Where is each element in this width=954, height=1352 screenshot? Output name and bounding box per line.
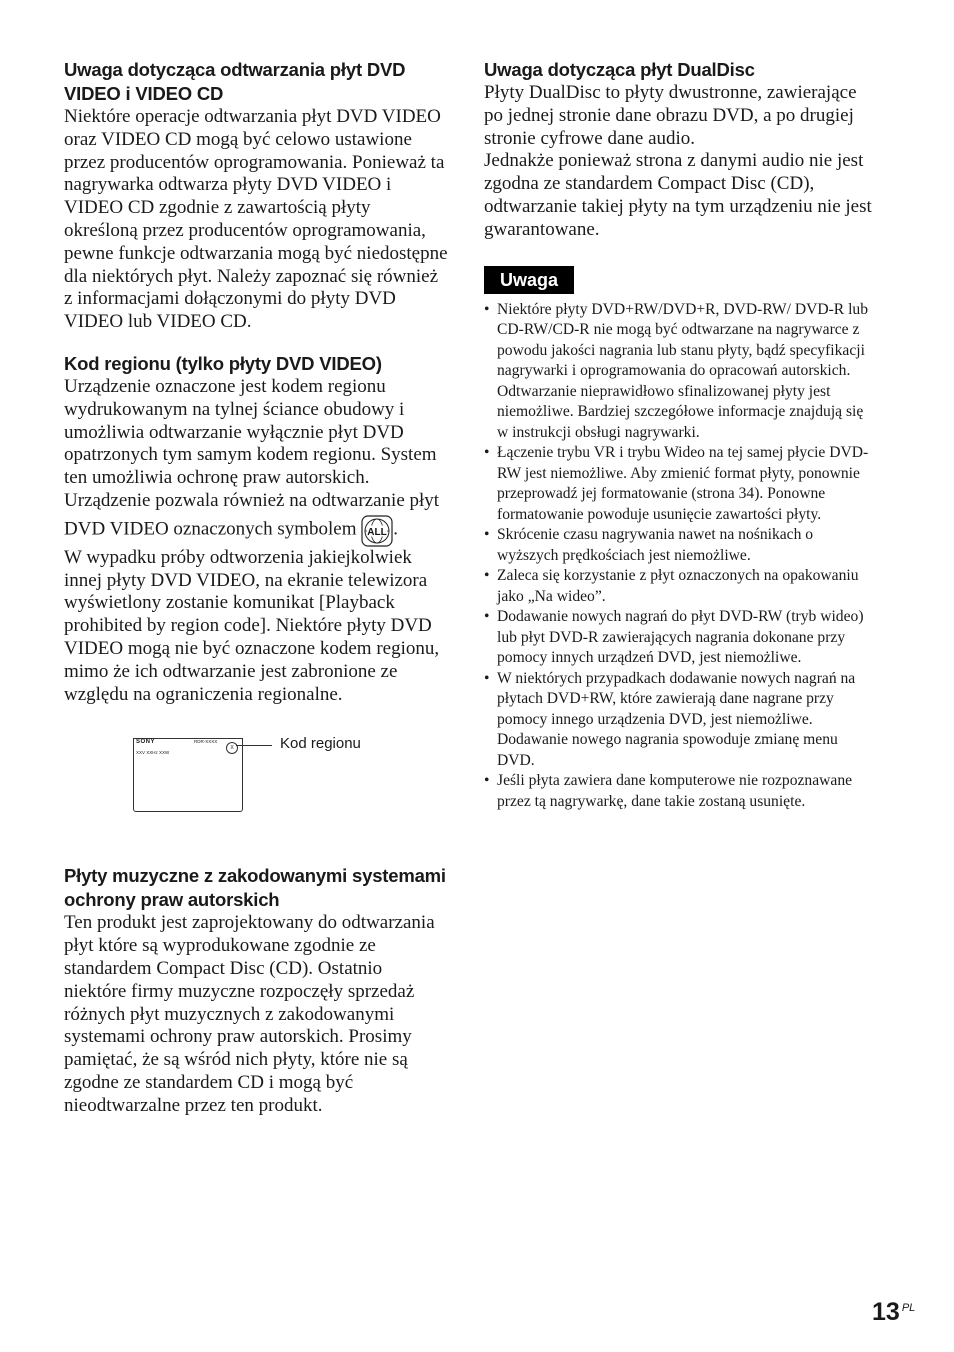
section-dvd-playback [64,58,448,334]
section-heading: Płyty muzyczne z zakodowanymi systemami ochrony praw autorskich [64,865,446,911]
note-item: • Jeśli płyta zawiera dane komputerowe nie rozpoznawane przez tą nagrywarkę, dane takie zostaną usunięte. [484,771,876,812]
section-body: Jednakże ponieważ strona z danymi audio nie jest zgodna ze standardem Compact Disc (CD), odtwarzanie takiej płyty na tym urządzeniu nie jest gwarantowane. [484,150,872,240]
section-body: Płyty DualDisc to płyty dwustronne, zawierające po jednej stronie dane obrazu DVD, a po drugiej stronie cyfrowe dane audio. [484,82,857,149]
section-body-symbol [64,490,448,547]
callout-label: Kod regionu [280,735,361,753]
language-code: PL [901,1302,916,1314]
section-body: Ten produkt jest zaprojektowany do odtwarzania płyt które są wyprodukowane zgodnie ze standardem Compact Disc (CD). Ostatnio niektóre firmy muzyczne rozpoczęły sprzedaż różnych płyt muzycznych z zakodowanymi systemami ochrony praw autorskich. Prosimy pamiętać, że są wśród nich płyty, które nie są zgodne ze standardem CD i mogą być nieodtwarzalne przez ten produkt. [64,912,435,1116]
model-label: RDR-XXXX [194,739,218,745]
note-item: • W niektórych przypadkach dodawanie nowych nagrań na płytach DVD+RW, które zawierają dane nagrane przy pomocy innego urządzenia DVD, jest niemożliwe. Dodawanie nowego nagrania spowoduje zmianę menu DVD. [484,669,876,772]
rear-panel-illustration [133,738,243,812]
region-badge: X [226,742,238,754]
section-body: W wypadku próby odtworzenia jakiejkolwiek innej płyty DVD VIDEO, na ekranie telewizora wyświetlony zostanie komunikat [Playback prohibited by region code]. Niektóre płyty DVD VIDEO mogą nie być oznaczone kodem regionu, mimo że ich odtwarzanie jest zabronione ze względu na ograniczenia regionalne. [64,546,440,705]
section-copy-protected-cds [64,864,448,1117]
note-item: • Łączenie trybu VR i trybu Wideo na tej samej płycie DVD-RW jest niemożliwe. Aby zmienić format płyty, ponownie przeprowadź jej formatowanie (strona 34). Ponowne formatowanie powoduje usunięcie zawartości płyty. [484,443,876,525]
region-symbol-text: ALL [367,526,387,538]
spec-label: XXV XXHz XXW [136,750,170,756]
symbol-sentence: Urządzenie pozwala również na odtwarzanie płyt DVD VIDEO oznaczonych symbolem [64,489,440,540]
note-item: • Dodawanie nowych nagrań do płyt DVD-RW (tryb wideo) lub płyt DVD-R zawierających nagrania dokonane przy pomocy innych urządzeń DVD, jest niemożliwe. [484,607,876,669]
page-number [872,1298,915,1327]
note-item: • Zaleca się korzystanie z płyt oznaczonych na opakowaniu jako „Na wideo”. [484,566,876,607]
right-column [484,58,876,812]
brand-logo: SONY [136,739,156,746]
notes-list [484,300,876,813]
section-heading: Uwaga dotycząca odtwarzania płyt DVD VIDEO i VIDEO CD [64,59,406,104]
section-body: Urządzenie oznaczone jest kodem regionu wydrukowanym na tylnej ściance obudowy i umożliwia odtwarzanie wyłącznie płyt DVD opatrzonych tym samym kodem regionu. System ten umożliwia ochronę praw autorskich. [64,375,437,489]
page-number-value: 13 [872,1298,900,1326]
note-item: • Skrócenie czasu nagrywania nawet na nośnikach o wyższych prędkościach jest niemożliwe. [484,525,876,566]
region-all-globe-icon [361,515,393,547]
section-body: Niektóre operacje odtwarzania płyt DVD VIDEO oraz VIDEO CD mogą być celowo ustawione przez producentów oprogramowania. Ponieważ ta nagrywarka odtwarza płyty DVD VIDEO i VIDEO CD zgodnie z zawartością płyty określoną przez producentów oprogramowania, pewne funkcje odtwarzania mogą być niedostępne dla niektórych płyt. Należy zapoznać się również z informacjami dołączonymi do płyty DVD VIDEO lub VIDEO CD. [64,106,448,333]
section-heading: Uwaga dotycząca płyt DualDisc [484,59,755,80]
callout-line [236,745,272,746]
note-item: • Niektóre płyty DVD+RW/DVD+R, DVD-RW/ DVD-R lub CD-RW/CD-R nie mogą być odtwarzane na nagrywarce z powodu jakości nagrania lub stanu płyty, bądź specyfikacji nagrywarki i oprogramowania do opracowań autorskich. Odtwarzanie nieprawidłowo sfinalizowanej płyty jest niemożliwe. Bardziej szczegółowe informacje znajdują się w instrukcji obsługi nagrywarki. [484,300,876,444]
section-heading: Kod regionu (tylko płyty DVD VIDEO) [64,352,382,374]
section-dualdisc [484,58,876,242]
note-label: Uwaga [484,266,574,294]
section-region-code [64,352,448,706]
left-column [64,58,448,1136]
rear-panel-figure [64,728,448,840]
symbol-sentence-end: . [393,518,398,540]
